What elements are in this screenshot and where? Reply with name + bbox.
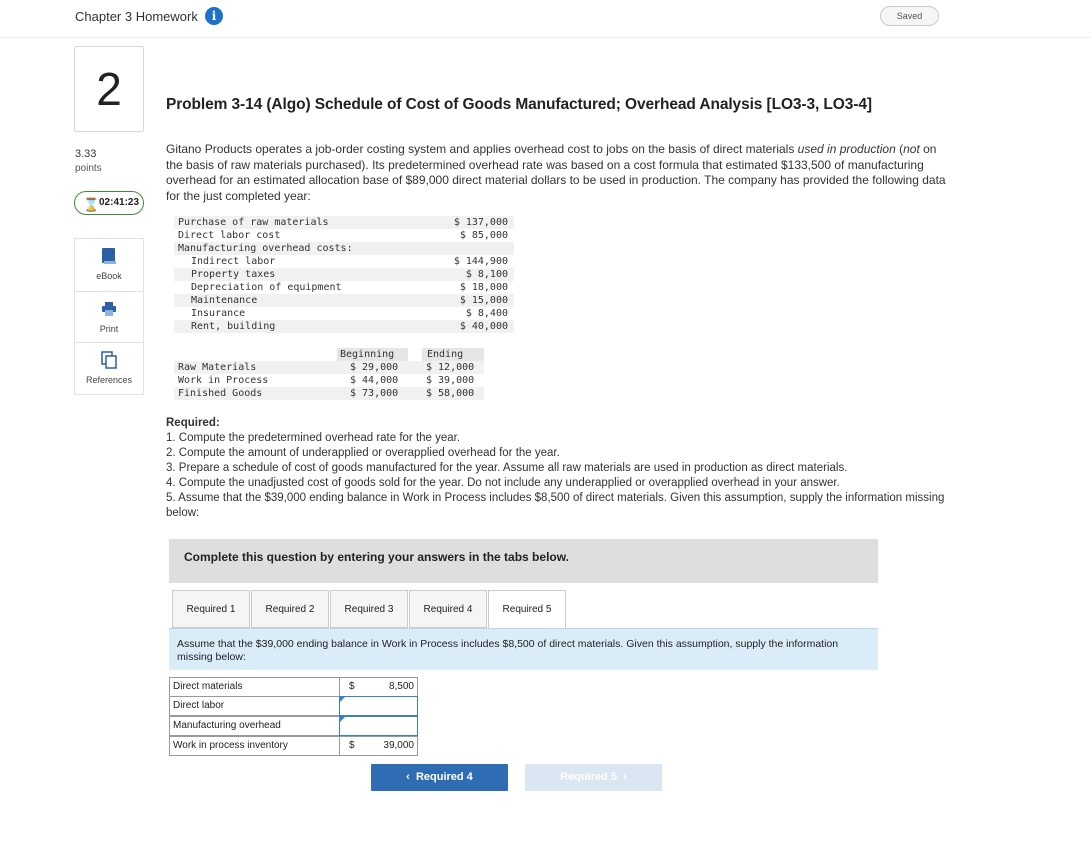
answer-row-work-in-process: Work in process inventory $ 39,000	[169, 736, 418, 756]
timer-value: 02:41:23	[99, 197, 140, 208]
complete-prompt-box	[169, 539, 878, 583]
work-in-process-value: $ 39,000	[339, 736, 418, 756]
header-beginning: Beginning	[340, 349, 395, 360]
chevron-left-icon: ‹	[406, 771, 416, 783]
table-row: Raw Materials $ 29,000 $ 12,000	[174, 361, 484, 374]
print-button[interactable]	[74, 291, 144, 344]
hourglass-icon: ⌛	[83, 197, 100, 212]
required-item: 4. Compute the unadjusted cost of goods sold for the year. Do not include any underapplied or overapplied overhead in your answer.	[166, 477, 840, 489]
assignment-title: Chapter 3 Homework	[75, 9, 198, 24]
header-ending: Ending	[427, 349, 464, 360]
answer-row-direct-labor: Direct labor	[169, 696, 418, 716]
table-row: Property taxes $ 8,100	[174, 268, 514, 281]
table-row: Finished Goods $ 73,000 $ 58,000	[174, 387, 484, 400]
ebook-label: eBook	[96, 271, 122, 281]
table-row: Insurance $ 8,400	[191, 308, 508, 319]
table-row: Indirect labor $ 144,900	[191, 256, 508, 267]
printer-icon	[101, 300, 117, 318]
saved-status-badge: Saved	[880, 6, 939, 26]
table-row: Manufacturing overhead costs:	[174, 242, 514, 255]
table-row: Work in Process $ 44,000 $ 39,000	[178, 375, 475, 386]
required-item: 2. Compute the amount of underapplied or overapplied overhead for the year.	[166, 447, 560, 459]
references-icon	[101, 351, 117, 369]
direct-materials-value: $ 8,500	[339, 677, 418, 697]
references-label: References	[85, 375, 133, 385]
instruction-box	[169, 628, 878, 670]
cost-data-table	[174, 216, 514, 333]
points-value: 3.33	[75, 148, 97, 160]
required-item: 1. Compute the predetermined overhead rate for the year.	[166, 432, 461, 444]
tab-required-4[interactable]: Required 4	[409, 590, 487, 628]
print-label: Print	[99, 324, 119, 334]
table-row: Purchase of raw materials $ 137,000	[174, 216, 514, 229]
answer-row-manufacturing-overhead: Manufacturing overhead	[169, 716, 418, 736]
inventory-header	[174, 348, 484, 361]
required-section	[166, 416, 956, 521]
tab-required-2[interactable]: Required 2	[251, 590, 329, 628]
required-item: 5. Assume that the $39,000 ending balance in Work in Process includes $8,500 of direct materials. Given this assumption, supply the information missing below:	[166, 492, 945, 519]
previous-tab-button[interactable]: ‹ Required 4	[371, 764, 508, 791]
problem-title: Problem 3-14 (Algo) Schedule of Cost of Goods Manufactured; Overhead Analysis [LO3-3, LO3-4]	[166, 96, 872, 113]
complete-prompt: Complete this question by entering your answers in the tabs below.	[184, 550, 569, 564]
table-row: Maintenance $ 15,000	[174, 294, 514, 307]
table-row: Rent, building $ 40,000	[174, 320, 514, 333]
tab-required-5[interactable]: Required 5	[488, 590, 566, 630]
timer	[74, 191, 144, 215]
info-icon[interactable]: i	[205, 7, 223, 25]
chevron-right-icon: ›	[617, 771, 627, 783]
top-bar	[0, 0, 1091, 38]
tab-required-3[interactable]: Required 3	[330, 590, 408, 628]
direct-labor-input[interactable]	[339, 696, 418, 716]
references-button[interactable]	[74, 342, 144, 395]
question-number: 2	[74, 46, 144, 132]
instruction-text: Assume that the $39,000 ending balance in Work in Process includes $8,500 of direct materials. Given this assumption, supply the information missing below:	[177, 638, 839, 663]
inventory-table	[174, 348, 484, 400]
table-row: Direct labor cost $ 85,000	[178, 230, 508, 241]
required-heading: Required:	[166, 417, 220, 429]
tab-required-1[interactable]: Required 1	[172, 590, 250, 628]
answer-row-direct-materials: Direct materials $ 8,500	[169, 677, 418, 697]
problem-intro: Gitano Products operates a job-order costing system and applies overhead cost to jobs on the basis of direct materials used in production (not on the basis of raw materials purchased). Its predetermined overhead rate was based on a cost formula that estimated $133,500 of manufacturing overhead for an estimated allocation base of $89,000 direct material dollars to be used in production. The company has provided the following data for the just completed year:	[166, 142, 946, 203]
next-tab-button[interactable]: Required 5 ›	[525, 764, 662, 791]
ebook-button[interactable]	[74, 238, 144, 291]
table-row: Depreciation of equipment $ 18,000	[191, 282, 508, 293]
manufacturing-overhead-input[interactable]	[339, 716, 418, 736]
book-icon	[101, 247, 117, 265]
required-item: 3. Prepare a schedule of cost of goods manufactured for the year. Assume all raw materials are used in production as direct materials.	[166, 462, 848, 474]
points-label: points	[75, 163, 102, 174]
